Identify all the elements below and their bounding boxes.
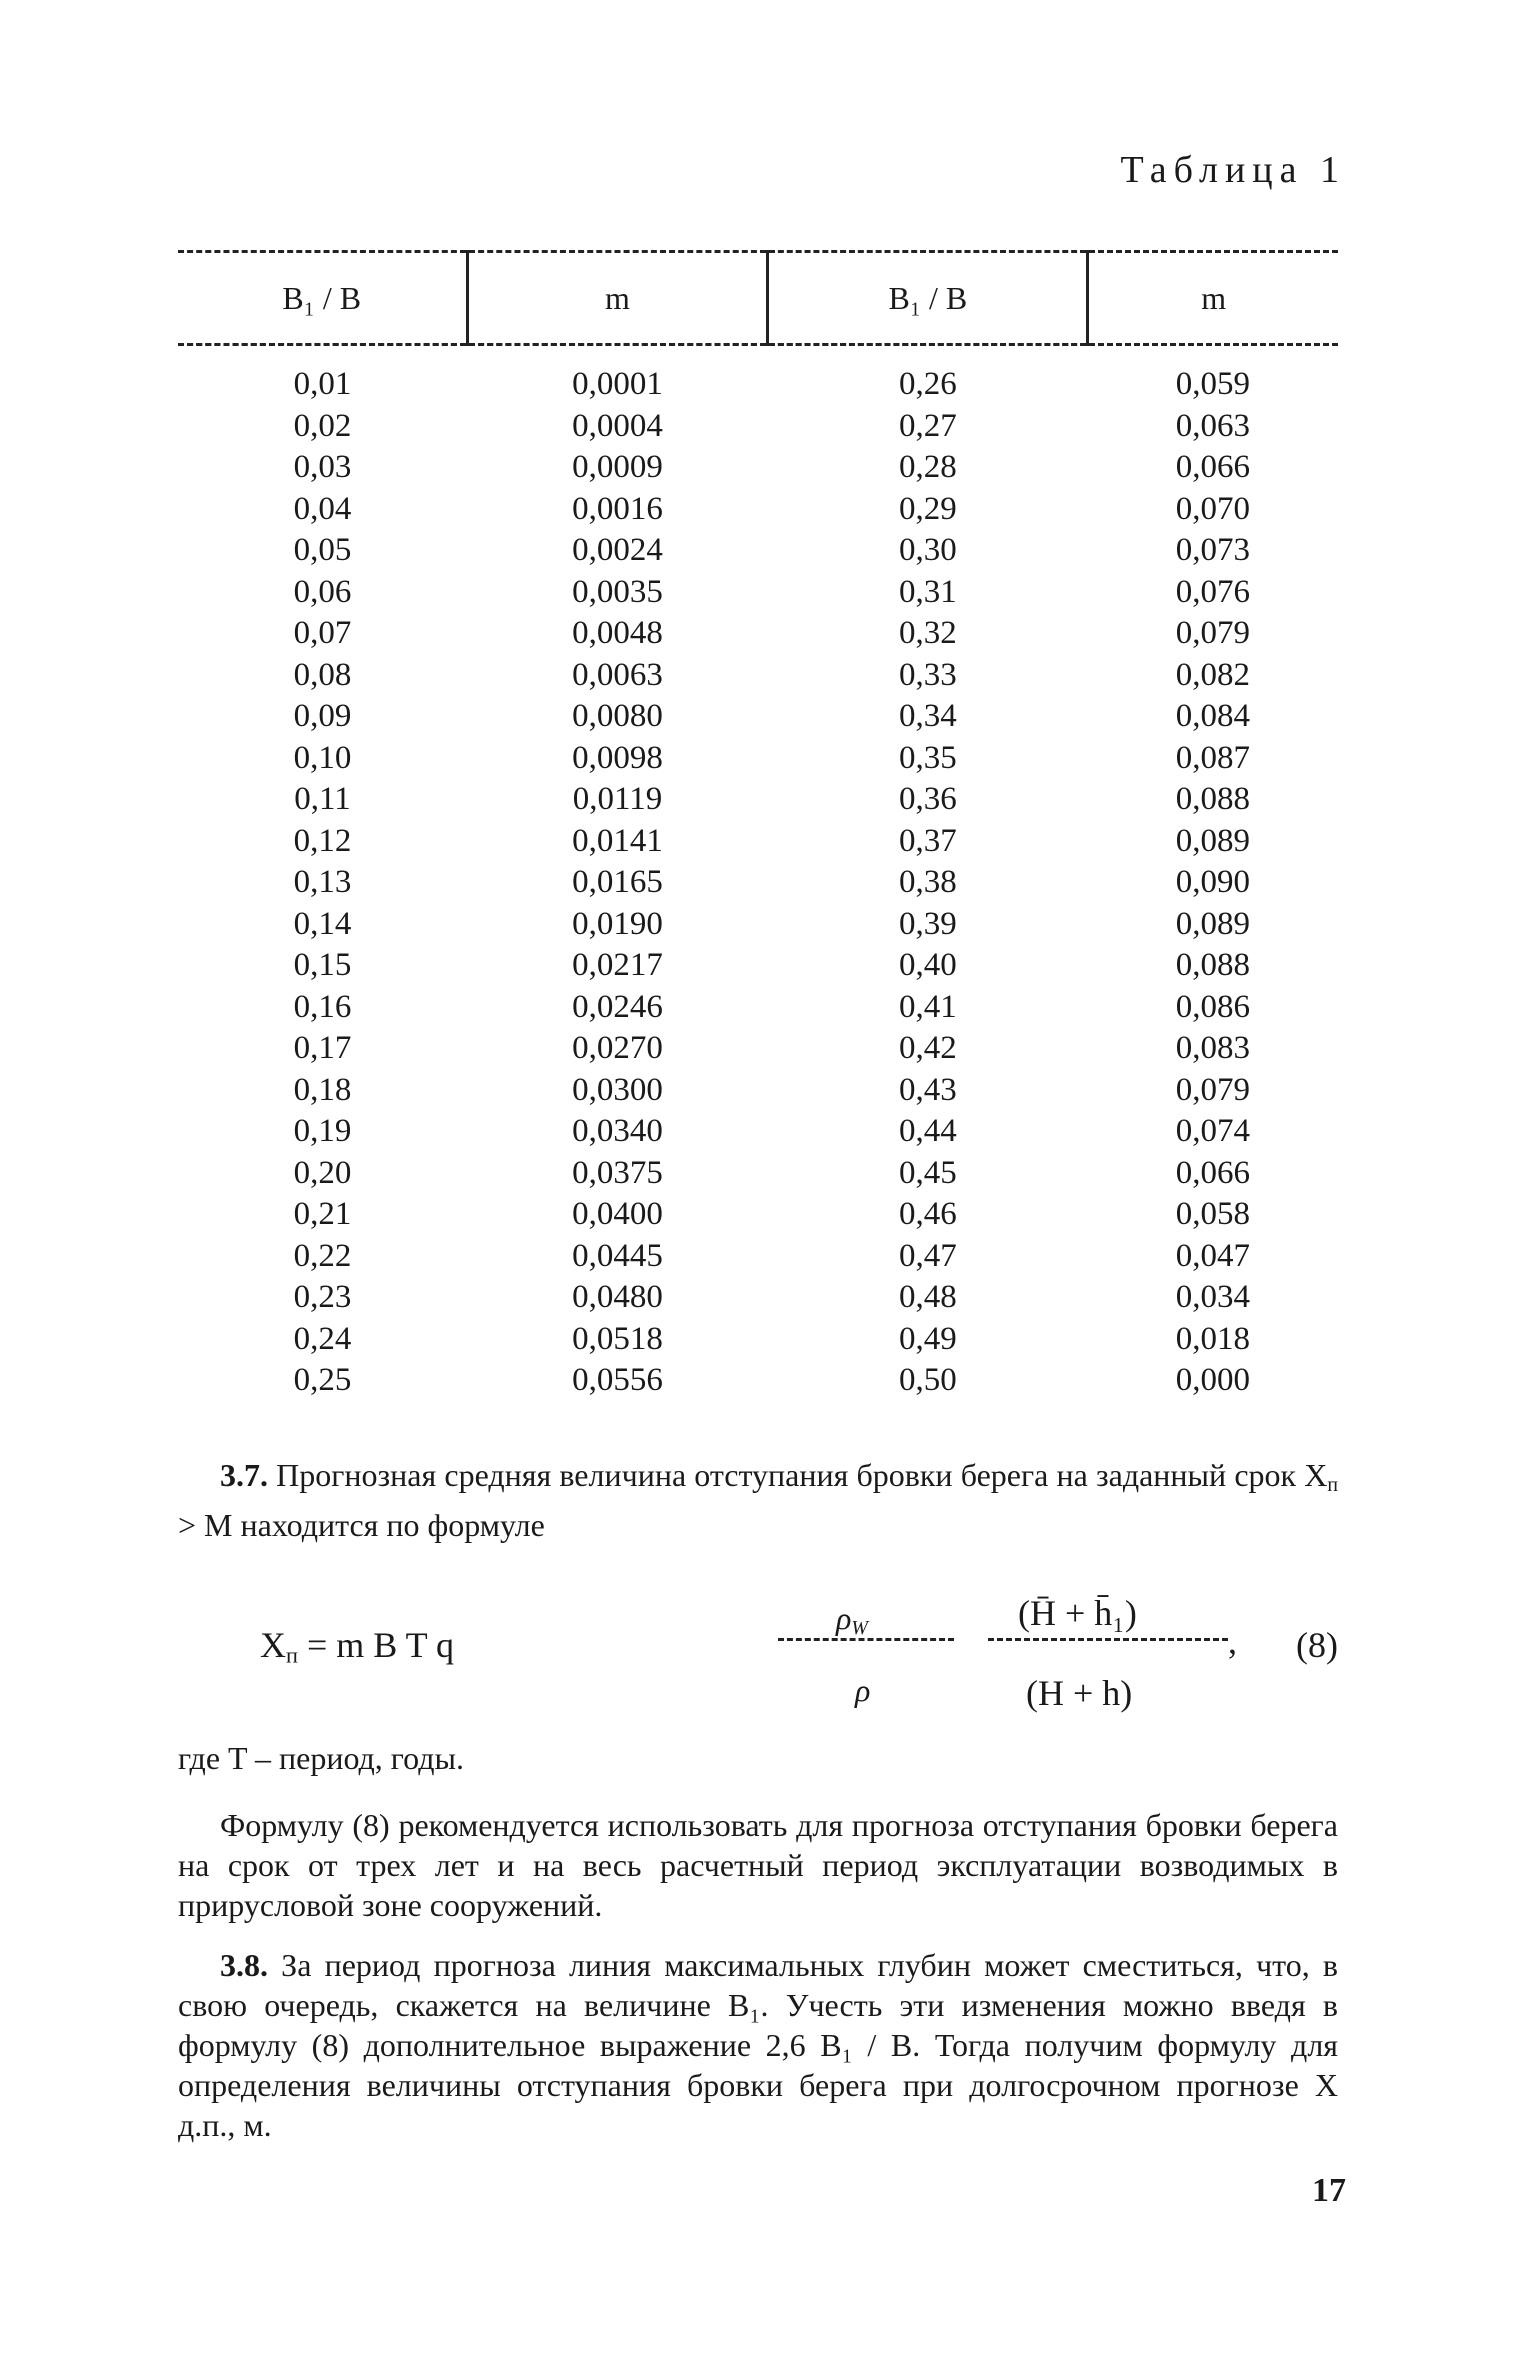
table-cell: 0,073 [1175,532,1251,568]
paragraph-text: За период прогноза линия максимальных глубин может сместиться, что, в свою очередь, скажется на величине B₁. Учесть эти изменения можно введя в формулу (8) дополнительное выражение 2,6 B₁ / B. Тогда получим формулу для определения величины отступания бровки берега при долгосрочном прогнозе X д.п., м. [178,1947,1338,2143]
table-row [178,1153,1338,1195]
table-cell: 0,15 [293,947,352,983]
table-cell: 0,0300 [572,1071,663,1108]
table-cell: 0,088 [1175,947,1251,983]
table-cell: 0,0165 [572,864,663,900]
header-b1-b-left: B₁ / B [178,252,467,345]
table-cell: 0,03 [293,449,352,485]
table-cell: 0,17 [293,1030,352,1066]
paragraph-3-7 [178,1455,1338,1545]
table-cell: 0,33 [899,656,957,693]
table-row [178,572,1338,614]
rho-symbol: ρ [836,1600,852,1636]
table-cell: 0,46 [899,1196,957,1232]
table-row [178,1111,1338,1153]
table-cell: 0,44 [899,1113,957,1149]
table-cell: 0,0141 [572,822,663,859]
table-cell: 0,39 [899,905,957,942]
formula-8 [178,1580,1338,1730]
table-cell: 0,0098 [572,739,663,776]
table-cell: 0,40 [899,947,957,983]
table-cell: 0,16 [293,988,352,1025]
table-body [178,345,1338,1402]
table-cell: 0,063 [1175,407,1251,444]
table-cell: 0,20 [293,1154,352,1191]
table-cell: 0,02 [293,407,352,444]
table-cell: 0,26 [899,366,957,402]
table-row [178,945,1338,987]
table-cell: 0,45 [899,1154,957,1191]
header-b1-b-right: B₁ / B [768,252,1088,345]
table-cell: 0,31 [899,573,957,610]
table-row [178,406,1338,448]
rho-subscript: W [851,1616,868,1639]
table-row [178,1319,1338,1361]
table-cell: 0,07 [293,615,352,651]
table-cell: 0,084 [1175,698,1251,734]
paragraph-text: > M находится по формуле [178,1506,545,1543]
table-cell: 0,047 [1175,1237,1251,1274]
table-cell: 0,074 [1175,1113,1251,1149]
table-cell: 0,29 [899,490,957,527]
table-cell: 0,11 [294,781,351,817]
table-cell: 0,0024 [572,532,663,568]
table-cell: 0,058 [1175,1196,1251,1232]
table-cell: 0,0445 [572,1237,663,1274]
fraction-bar-2 [988,1638,1228,1641]
table-row [178,447,1338,489]
table-cell: 0,23 [293,1279,352,1315]
table-cell: 0,18 [293,1071,352,1108]
table-cell: 0,48 [899,1279,957,1315]
table-cell: 0,38 [899,864,957,900]
table-cell: 0,079 [1175,1071,1251,1108]
table-cell: 0,018 [1175,1320,1251,1357]
table-cell: 0,35 [899,739,957,776]
table-cell: 0,088 [1175,781,1251,817]
table-row [178,489,1338,531]
fraction-bar-1 [778,1638,954,1641]
table-cell: 0,0518 [572,1320,663,1357]
paragraph-text: Прогнозная средняя величина отступания бровки берега на заданный срок X [268,1457,1328,1493]
table-cell: 0,066 [1175,1154,1251,1191]
table-cell: 0,04 [293,490,352,527]
table-cell: 0,47 [899,1237,957,1274]
table-cell: 0,0246 [572,988,663,1025]
header-m-right: m [1088,252,1338,345]
table-cell: 0,082 [1175,656,1251,693]
table-row [178,987,1338,1029]
formula-denominator-2: (H + h) [1026,1673,1133,1713]
formula-numerator-2: (H̄ + h̄₁) [1018,1593,1137,1633]
formula-comma: , [1228,1621,1237,1661]
table-cell: 0,000 [1175,1362,1251,1398]
table-cell: 0,06 [293,573,352,610]
table-row [178,655,1338,697]
table-cell: 0,076 [1175,573,1251,610]
table-cell: 0,0375 [572,1154,663,1191]
table-cell: 0,0035 [572,573,663,610]
table-cell: 0,41 [899,988,957,1025]
table-cell: 0,0270 [572,1030,663,1066]
data-table [178,250,1338,1402]
table-cell: 0,19 [293,1113,352,1149]
table-row [178,345,1338,406]
table-row [178,1028,1338,1070]
table-cell: 0,059 [1175,366,1251,402]
page-number: 17 [1312,2172,1346,2209]
table-row [178,862,1338,904]
table-cell: 0,22 [293,1237,352,1274]
table-title: Таблица 1 [1120,149,1346,191]
table-row [178,696,1338,738]
header-m-left: m [467,252,768,345]
table-cell: 0,066 [1175,449,1251,485]
paragraph-number: 3.7. [220,1457,268,1493]
table-row [178,613,1338,655]
table-cell: 0,0004 [572,407,663,444]
table-cell: 0,0217 [572,947,663,983]
table-row [178,1070,1338,1112]
table-cell: 0,0480 [572,1279,663,1315]
formula-lhs [260,1624,454,1669]
table-cell: 0,10 [293,739,352,776]
table-cell: 0,24 [293,1320,352,1357]
table-cell: 0,0556 [572,1362,663,1398]
table-cell: 0,36 [899,781,957,817]
table-cell: 0,0119 [572,781,663,817]
table-row [178,1236,1338,1278]
table-cell: 0,0190 [572,905,663,942]
table-cell: 0,090 [1175,864,1251,900]
table-cell: 0,089 [1175,905,1251,942]
table-row [178,1194,1338,1236]
table-cell: 0,13 [293,864,352,900]
table-cell: 0,086 [1175,988,1251,1025]
table-cell: 0,37 [899,822,957,859]
paragraph-3-8 [178,1945,1338,2145]
table-cell: 0,05 [293,532,352,568]
table-cell: 0,0340 [572,1113,663,1149]
table-cell: 0,28 [899,449,957,485]
paragraph-number: 3.8. [220,1947,268,1983]
table-cell: 0,0016 [572,490,663,527]
table-cell: 0,0080 [572,698,663,734]
table-cell: 0,21 [293,1196,352,1232]
table-cell: 0,083 [1175,1030,1251,1066]
table-cell: 0,0009 [572,449,663,485]
table-cell: 0,0400 [572,1196,663,1232]
table-row [178,821,1338,863]
table-cell: 0,0048 [572,615,663,651]
formula-numerator-1 [836,1600,868,1640]
table-cell: 0,0001 [572,366,663,402]
table-row [178,779,1338,821]
table-cell: 0,08 [293,656,352,693]
table-cell: 0,087 [1175,739,1251,776]
table-row [178,530,1338,572]
table-cell: 0,034 [1175,1279,1251,1315]
table-cell: 0,070 [1175,490,1251,527]
formula-rhs: = m B T q [297,1625,454,1665]
table-cell: 0,42 [899,1030,957,1066]
formula-denominator-1: ρ [855,1672,871,1708]
table-cell: 0,49 [899,1320,957,1357]
table-cell: 0,09 [293,698,352,734]
table-cell: 0,30 [899,532,957,568]
table-cell: 0,079 [1175,615,1251,651]
table-cell: 0,27 [899,407,957,444]
where-line: где T – период, годы. [178,1740,464,1776]
formula-x: X [260,1625,286,1665]
table-cell: 0,0063 [572,656,663,693]
table-cell: 0,50 [899,1362,957,1398]
table-row [178,738,1338,780]
paragraph-formula-usage: Формулу (8) рекомендуется использовать для прогноза отступания бровки берега на срок от трех лет и на весь расчетный период эксплуатации возводимых в прирусловой зоне сооружений. [178,1807,1338,1923]
table-cell: 0,089 [1175,822,1251,859]
table-cell: 0,43 [899,1071,957,1108]
table-header-row [178,252,1338,345]
table-cell: 0,12 [293,822,352,859]
table-row [178,1360,1338,1402]
table-cell: 0,32 [899,615,957,651]
table-cell: 0,34 [899,698,957,734]
table-row [178,904,1338,946]
table-row [178,1277,1338,1319]
table-cell: 0,25 [293,1362,352,1398]
table-cell: 0,01 [293,366,352,402]
table-cell: 0,14 [293,905,352,942]
subscript: п [1327,1473,1338,1496]
equation-number: (8) [1296,1625,1338,1665]
formula-x-subscript: п [286,1642,298,1668]
